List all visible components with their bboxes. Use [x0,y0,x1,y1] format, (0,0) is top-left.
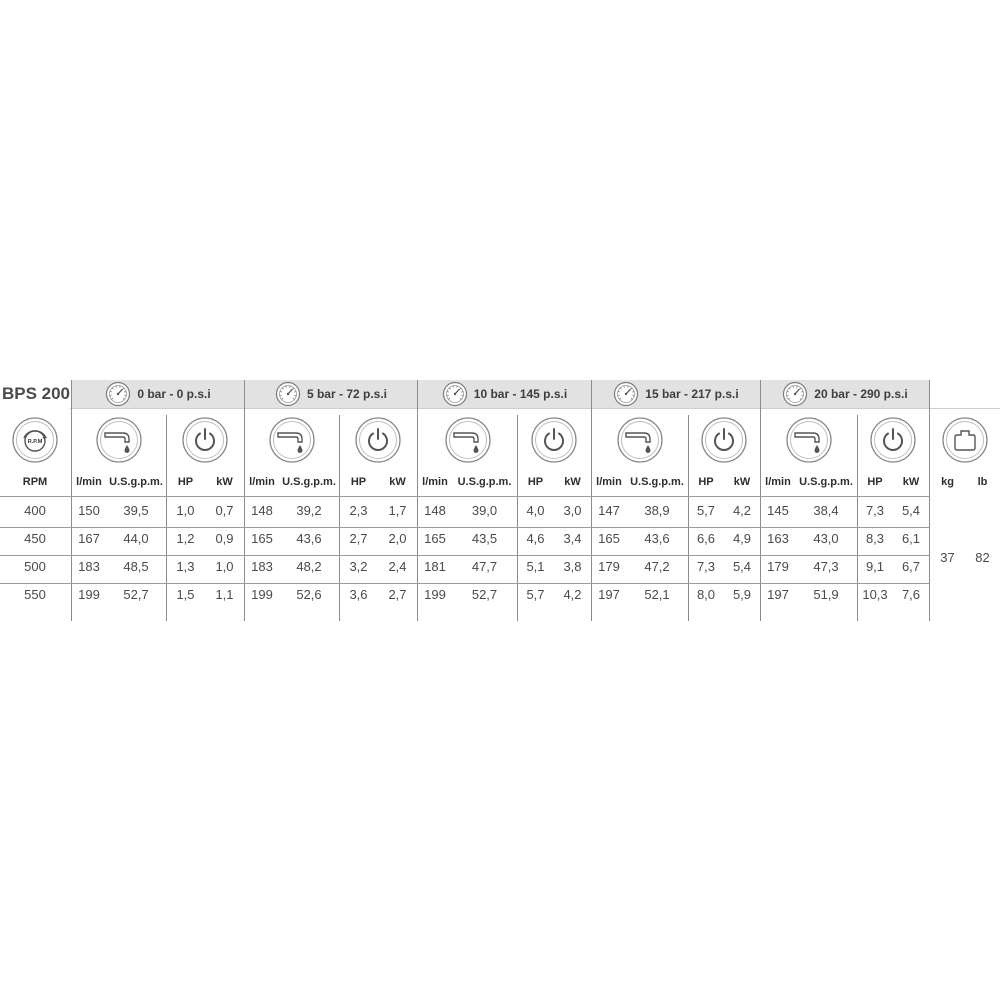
faucet-drop-icon [616,416,664,464]
flow-lmin-value: 150 [78,503,100,518]
flow-usgpm-value: 43,5 [471,531,498,546]
pressure-gauge-icon-wrap [442,381,468,407]
power-button-icon [354,416,402,464]
flow-usgpm-value: 44,0 [123,531,149,546]
power-icon-cell [688,415,760,465]
power-hp-value: 1,5 [176,587,195,602]
pressure-band-label: 5 bar - 72 p.s.i [306,387,388,401]
power-hp-value: 8,3 [865,531,885,546]
row-divider [0,527,930,528]
power-kw-value: 2,7 [388,587,407,602]
flow-usgpm-header: U.S.g.p.m. [457,476,512,488]
pressure-gauge-icon-wrap [275,381,301,407]
flow-icon-cell [72,415,166,465]
row-divider [0,583,930,584]
power-hp-value: 10,3 [862,587,888,602]
power-kw-value: 4,2 [563,587,582,602]
flow-lmin-header: l/min [765,476,791,488]
flow-icon-cell [761,415,857,465]
header-divider [70,408,1000,409]
flow-lmin-value: 179 [598,559,620,574]
power-kw-value: 1,1 [215,587,234,602]
pressure-band [418,380,591,408]
power-button-icon [181,416,229,464]
power-hp-value: 1,3 [176,559,195,574]
flow-usgpm-value: 47,7 [471,559,498,574]
weight-lb-value: 82 [975,550,990,565]
flow-usgpm-value: 39,5 [123,503,149,518]
flow-usgpm-value: 43,6 [644,531,670,546]
power-icon-cell [517,415,591,465]
power-hp-value: 5,7 [696,503,716,518]
power-kw-header: kW [216,476,233,488]
power-hp-value: 5,1 [526,559,545,574]
header-row-divider [0,496,930,497]
flow-usgpm-value: 43,0 [813,531,839,546]
flow-usgpm-header: U.S.g.p.m. [630,476,684,488]
flow-lmin-value: 147 [598,503,620,518]
power-hp-value: 4,6 [526,531,545,546]
power-kw-value: 3,8 [563,559,582,574]
power-hp-value: 1,2 [176,531,195,546]
power-kw-header: kW [389,476,406,488]
power-kw-value: 1,0 [215,559,234,574]
pressure-gauge-icon [613,381,639,407]
rpm-value: 400 [24,503,46,518]
power-hp-value: 5,7 [526,587,545,602]
power-hp-value: 2,3 [349,503,368,518]
flow-usgpm-value: 51,9 [813,587,839,602]
flow-usgpm-value: 52,1 [644,587,670,602]
pressure-band [761,380,929,408]
flow-lmin-value: 165 [251,531,273,546]
power-kw-value: 2,0 [388,531,407,546]
power-icon-cell [166,415,244,465]
rpm-gauge-icon [11,416,59,464]
flow-usgpm-value: 52,6 [296,587,322,602]
power-kw-value: 7,6 [901,587,921,602]
flow-lmin-value: 183 [251,559,273,574]
faucet-drop-icon [268,416,316,464]
flow-lmin-value: 179 [767,559,789,574]
pressure-band [592,380,760,408]
power-kw-value: 0,9 [215,531,234,546]
flow-usgpm-header: U.S.g.p.m. [282,476,336,488]
pressure-gauge-icon [782,381,808,407]
weight-kg-header: kg [941,476,954,488]
faucet-drop-icon [95,416,143,464]
power-kw-header: kW [564,476,581,488]
power-kw-value: 5,4 [901,503,921,518]
flow-lmin-value: 181 [424,559,446,574]
power-kw-header: kW [902,476,920,488]
power-kw-value: 0,7 [215,503,234,518]
faucet-drop-icon [785,416,833,464]
power-kw-value: 3,4 [563,531,582,546]
power-kw-value: 5,9 [732,587,752,602]
flow-usgpm-value: 38,9 [644,503,670,518]
power-hp-value: 3,6 [349,587,368,602]
flow-usgpm-value: 39,0 [471,503,498,518]
power-hp-value: 3,2 [349,559,368,574]
power-kw-value: 2,4 [388,559,407,574]
power-kw-value: 3,0 [563,503,582,518]
pressure-gauge-icon-wrap [782,381,808,407]
flow-usgpm-value: 52,7 [471,587,498,602]
flow-icon-cell [418,415,517,465]
power-hp-value: 1,0 [176,503,195,518]
power-hp-value: 9,1 [865,559,885,574]
power-kw-value: 1,7 [388,503,407,518]
flow-lmin-header: l/min [76,476,102,488]
faucet-drop-icon [444,416,492,464]
flow-lmin-value: 197 [598,587,620,602]
flow-usgpm-value: 52,7 [123,587,149,602]
power-button-icon [869,416,917,464]
flow-usgpm-value: 47,3 [813,559,839,574]
power-button-icon [700,416,748,464]
pressure-band-label: 10 bar - 145 p.s.i [473,387,568,401]
rpm-icon-label: R.P.M [27,439,43,445]
flow-lmin-value: 199 [424,587,446,602]
pressure-gauge-icon [275,381,301,407]
power-hp-value: 2,7 [349,531,368,546]
power-hp-value: 6,6 [696,531,716,546]
power-hp-header: HP [867,476,883,488]
flow-usgpm-value: 43,6 [296,531,322,546]
rpm-value: 450 [24,531,46,546]
pressure-band [245,380,417,408]
pressure-gauge-icon-wrap [105,381,131,407]
flow-usgpm-header: U.S.g.p.m. [799,476,853,488]
flow-lmin-value: 197 [767,587,789,602]
power-hp-header: HP [698,476,714,488]
power-button-icon [530,416,578,464]
power-hp-header: HP [177,476,194,488]
power-hp-value: 4,0 [526,503,545,518]
pressure-gauge-icon [105,381,131,407]
flow-lmin-header: l/min [422,476,448,488]
row-divider [0,555,930,556]
power-hp-header: HP [527,476,544,488]
flow-lmin-value: 183 [78,559,100,574]
flow-usgpm-value: 47,2 [644,559,670,574]
power-hp-header: HP [350,476,367,488]
power-hp-value: 7,3 [696,559,716,574]
power-kw-value: 4,2 [732,503,752,518]
flow-usgpm-header: U.S.g.p.m. [109,476,163,488]
flow-lmin-value: 145 [767,503,789,518]
pressure-band-label: 20 bar - 290 p.s.i [814,387,908,401]
flow-lmin-header: l/min [249,476,275,488]
flow-usgpm-value: 48,5 [123,559,149,574]
pressure-gauge-icon [442,381,468,407]
power-kw-header: kW [733,476,751,488]
rpm-value: 550 [24,587,46,602]
weight-lb-header: lb [977,476,988,488]
power-icon-cell [339,415,417,465]
pressure-band-label: 15 bar - 217 p.s.i [645,387,739,401]
weight-icon [941,416,989,464]
flow-lmin-value: 148 [424,503,446,518]
flow-lmin-value: 165 [598,531,620,546]
power-kw-value: 6,7 [901,559,921,574]
flow-lmin-value: 199 [78,587,100,602]
rpm-icon-cell [0,415,70,465]
flow-lmin-value: 163 [767,531,789,546]
rpm-header: RPM [22,476,48,488]
pressure-band-label: 0 bar - 0 p.s.i [137,387,211,401]
rpm-value: 500 [24,559,46,574]
flow-lmin-header: l/min [596,476,622,488]
flow-lmin-value: 199 [251,587,273,602]
flow-lmin-value: 167 [78,531,100,546]
pressure-gauge-icon-wrap [613,381,639,407]
power-hp-value: 8,0 [696,587,716,602]
flow-usgpm-value: 48,2 [296,559,322,574]
flow-usgpm-value: 38,4 [813,503,839,518]
power-kw-value: 6,1 [901,531,921,546]
flow-icon-cell [592,415,688,465]
model-name: BPS 200 [1,384,70,403]
power-kw-value: 5,4 [732,559,752,574]
flow-usgpm-value: 39,2 [296,503,322,518]
power-kw-value: 4,9 [732,531,752,546]
pressure-band [72,380,244,408]
flow-lmin-value: 165 [424,531,446,546]
power-hp-value: 7,3 [865,503,885,518]
weight-icon-cell [930,415,1000,465]
flow-icon-cell [245,415,339,465]
power-icon-cell [857,415,929,465]
weight-kg-value: 37 [940,550,955,565]
flow-lmin-value: 148 [251,503,273,518]
